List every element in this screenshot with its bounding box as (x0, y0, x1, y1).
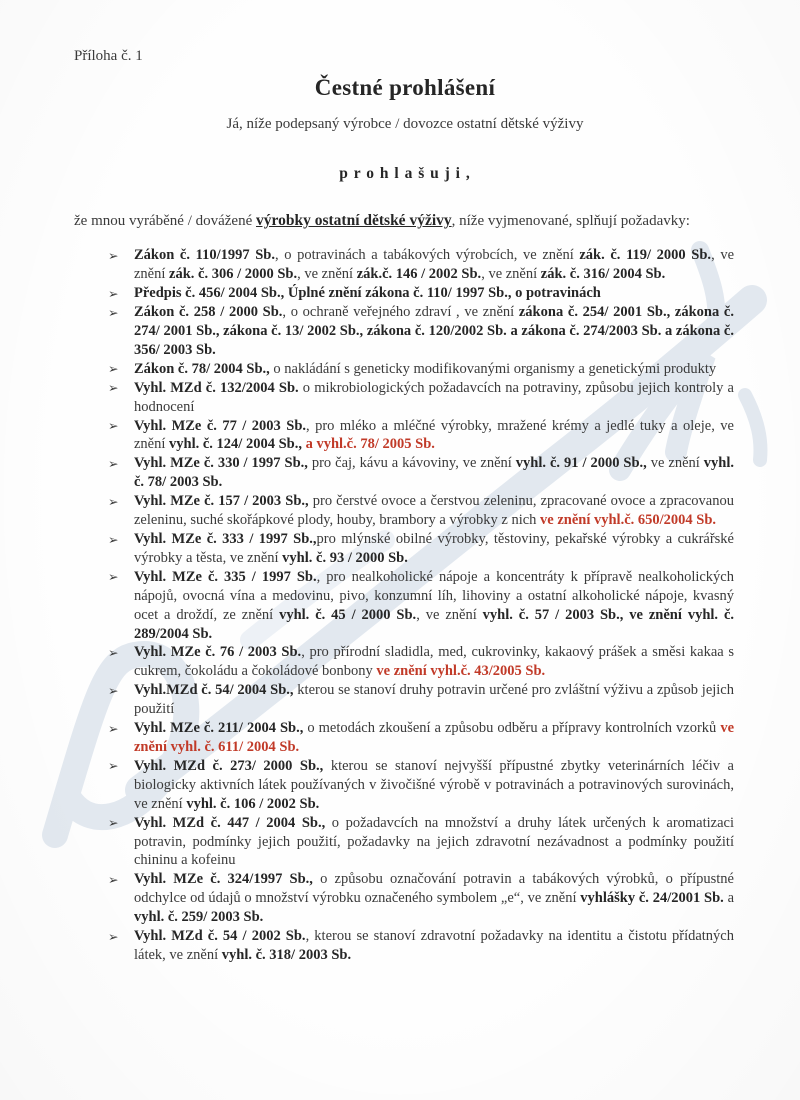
arrow-bullet-icon: ➢ (108, 532, 119, 547)
arrow-bullet-icon: ➢ (108, 286, 119, 301)
intro-paragraph (74, 211, 736, 231)
arrow-bullet-icon: ➢ (108, 305, 119, 320)
list-item (108, 643, 734, 681)
law-item-text: Předpis č. 456/ 2004 Sb., Úplné znění zákona č. 110/ 1997 Sb., o potravinách (134, 285, 601, 302)
law-list (74, 246, 736, 964)
law-item-text: Vyhl. MZe č. 335 / 1997 Sb., pro nealkoholické nápoje a koncentráty k přípravě nealkoholických nápojů, ovocná vína a medovinu, pivo, konzumní líh, lihoviny a ostatní alkoholické nápoje, kvasný ocet a droždí, ze znění vyhl. č. 45 / 2000 Sb., ve znění vyhl. č. 57 / 2003 Sb., ve znění vyhl. č. 289/2004 Sb. (134, 568, 735, 642)
law-item-text: Vyhl. MZe č. 333 / 1997 Sb.,pro mlýnské obilné výrobky, těstoviny, pekařské výrobky a cukrářské výrobky a těsta, ve znění vyhl. č. 93 / 2000 Sb. (134, 531, 734, 566)
law-item-text: Vyhl. MZe č. 211/ 2004 Sb., o metodách zkoušení a způsobu odběru a přípravy kontrolních vzorků ve znění vyhl. č. 611/ 2004 Sb. (134, 720, 734, 755)
law-item-text: Vyhl. MZd č. 273/ 2000 Sb., kterou se stanoví nejvyšší přípustné zbytky veterinárních léčiv a biologicky aktivních látek používaných v živočišné výrobě v potravinách a potravinových surovinách, ve znění vyhl. č. 106 / 2002 Sb. (134, 757, 734, 812)
law-item-text: Vyhl. MZe č. 157 / 2003 Sb., pro čerstvé ovoce a čerstvou zeleninu, zpracované ovoce a zpracovanou zeleninu, suché skořápkové plody, houby, brambory a výrobky z nich ve znění vyhl.č. 650/2004 Sb. (134, 493, 734, 529)
list-item (108, 927, 734, 965)
arrow-bullet-icon: ➢ (108, 759, 119, 774)
list-item (108, 681, 734, 719)
law-item-text: Vyhl. MZd č. 54 / 2002 Sb., kterou se stanoví zdravotní požadavky na identitu a čistotu přídatných látek, ve znění vyhl. č. 318/ 2003 Sb. (134, 928, 734, 963)
law-item-text: Vyhl. MZe č. 77 / 2003 Sb., pro mléko a mléčné výrobky, mražené krémy a jedlé tuky a oleje, ve znění vyhl. č. 124/ 2004 Sb., a vyhl.č. 78/ 2005 Sb. (134, 417, 734, 453)
law-item-text: Zákon č. 258 / 2000 Sb., o ochraně veřejného zdraví , ve znění zákona č. 254/ 2001 Sb., zákona č. 274/ 2001 Sb., zákona č. 13/ 2002 Sb., zákona č. 120/2002 Sb. a zákona č. 274/2003 Sb. a zákona č. 356/ 2003 Sb. (134, 304, 734, 358)
law-item-text: Zákon č. 110/1997 Sb., o potravinách a tabákových výrobcích, ve znění zák. č. 119/ 2000 Sb., ve znění zák. č. 306 / 2000 Sb., ve znění zák.č. 146 / 2002 Sb., ve znění zák. č. 316/ 2004 Sb. (134, 247, 735, 283)
list-item (108, 814, 734, 871)
law-item-text: Zákon č. 78/ 2004 Sb., o nakládání s geneticky modifikovanými organismy a genetickými produkty (134, 360, 717, 377)
arrow-bullet-icon: ➢ (108, 721, 119, 736)
law-item-text: Vyhl. MZe č. 76 / 2003 Sb., pro přírodní sladidla, med, cukrovinky, kakaový prášek a směsi kakaa s cukrem, čokoládu a čokoládové bonbony ve znění vyhl.č. 43/2005 Sb. (134, 644, 734, 680)
arrow-bullet-icon: ➢ (108, 381, 119, 396)
list-item (108, 379, 734, 417)
intro-prefix: že mnou vyráběné / dovážené (74, 213, 256, 230)
list-item (108, 492, 734, 530)
arrow-bullet-icon: ➢ (108, 929, 119, 944)
intro-suffix: , níže vyjmenované, splňují požadavky: (451, 213, 690, 230)
intro-emphasis: výrobky ostatní dětské výživy (256, 212, 452, 230)
arrow-bullet-icon: ➢ (108, 816, 119, 831)
subtitle: Já, níže podepsaný výrobce / dovozce ostatní dětské výživy (226, 116, 584, 133)
attachment-label: Příloha č. 1 (74, 48, 143, 64)
arrow-bullet-icon: ➢ (108, 645, 119, 660)
list-item (108, 360, 734, 379)
list-item (108, 530, 734, 568)
list-item (108, 417, 734, 455)
list-item (108, 757, 734, 814)
law-item-text: Vyhl. MZd č. 447 / 2004 Sb., o požadavcích na množství a druhy látek určených k aromatizaci potravin, podmínky jejich použití, požadavky na jejich zdravotní nezávadnost a podmínky použití chininu a kofeinu (134, 814, 734, 869)
page-title: Čestné prohlášení (314, 75, 496, 100)
arrow-bullet-icon: ➢ (108, 872, 119, 887)
arrow-bullet-icon: ➢ (108, 570, 119, 585)
law-item-text: Vyhl. MZe č. 330 / 1997 Sb., pro čaj, kávu a kávoviny, ve znění vyhl. č. 91 / 2000 Sb., ve znění vyhl. č. 78/ 2003 Sb. (134, 455, 734, 491)
list-item (108, 284, 734, 303)
law-item-text: Vyhl.MZd č. 54/ 2004 Sb., kterou se stanoví druhy potravin určené pro zvláštní výživu a způsob jejich použití (134, 682, 734, 718)
arrow-bullet-icon: ➢ (108, 456, 119, 471)
arrow-bullet-icon: ➢ (108, 248, 119, 263)
law-item-text: Vyhl. MZd č. 132/2004 Sb. o mikrobiologických požadavcích na potraviny, způsobu jejich kontroly a hodnocení (134, 379, 734, 415)
list-item (108, 454, 734, 492)
declaration-word: p r o h l a š u j i , (339, 165, 471, 183)
list-item (108, 870, 734, 927)
arrow-bullet-icon: ➢ (108, 362, 119, 377)
arrow-bullet-icon: ➢ (108, 419, 119, 434)
arrow-bullet-icon: ➢ (108, 494, 119, 509)
list-item (108, 246, 734, 284)
list-item (108, 568, 734, 644)
law-item-text: Vyhl. MZe č. 324/1997 Sb., o způsobu označování potravin a tabákových výrobků, o přípustné odchylce od údajů o množství výrobku označeného symbolem „e“, ve znění vyhlášky č. 24/2001 Sb. a vyhl. č. 259/ 2003 Sb. (134, 871, 735, 926)
arrow-bullet-icon: ➢ (108, 683, 119, 698)
list-item (108, 303, 734, 360)
list-item (108, 719, 734, 757)
